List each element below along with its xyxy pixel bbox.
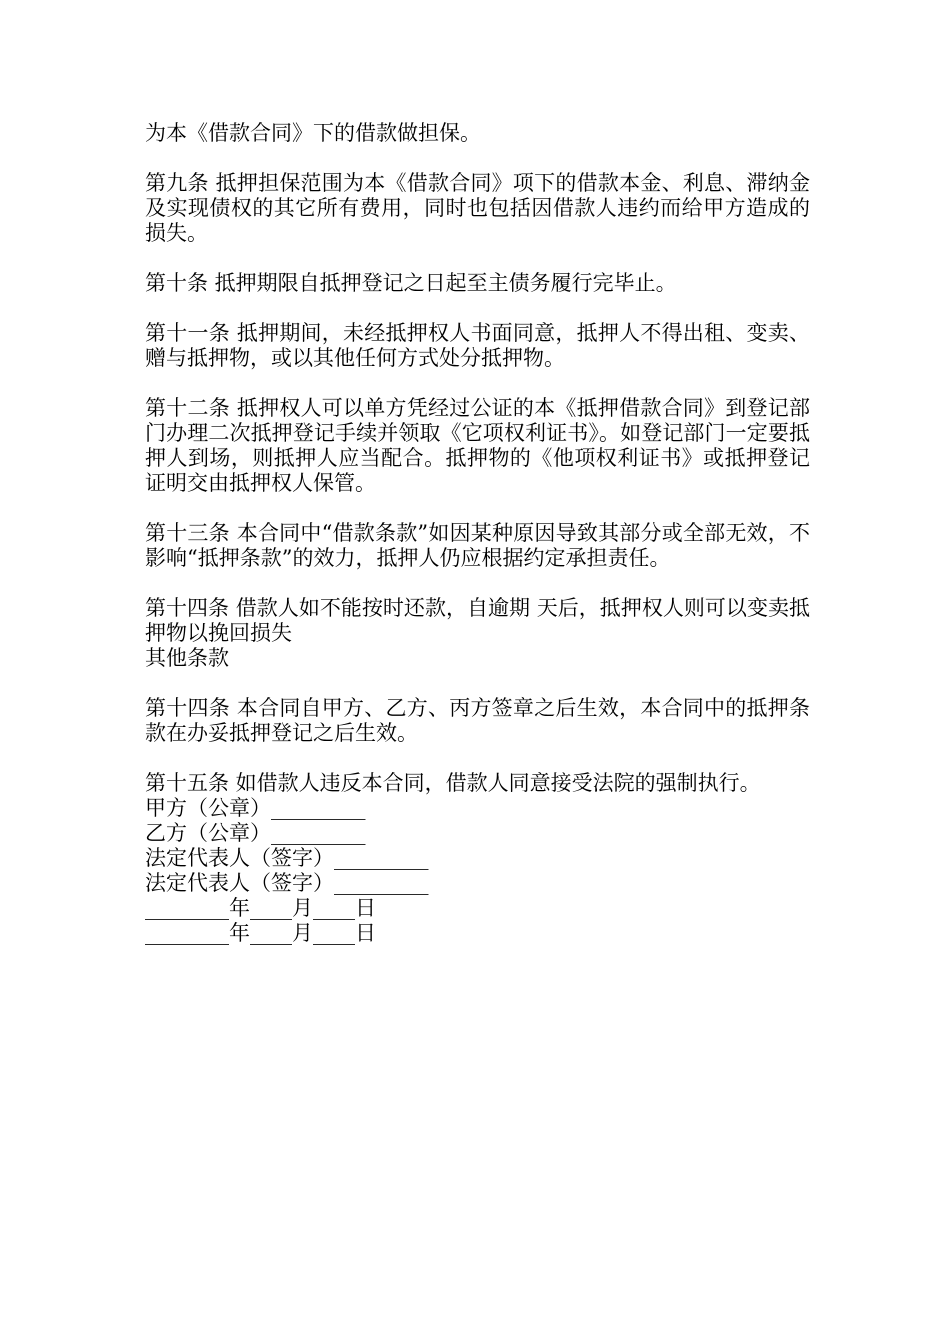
paragraph-article-10: 第十条 抵押期限自抵押登记之日起至主债务履行完毕止。 (145, 271, 677, 295)
signature-party-b: 乙方（公章）_________ (145, 821, 366, 845)
paragraph-article-9: 第九条 抵押担保范围为本《借款合同》项下的借款本金、利息、滞纳金及实现债权的其它所有费用，同时也包括因借款人违约而给甲方造成的损失。 (145, 171, 810, 245)
document-page (145, 121, 810, 946)
paragraph-article-14b: 第十四条 本合同自甲方、乙方、丙方签章之后生效，本合同中的抵押条款在办妥抵押登记之后生效。 (145, 696, 810, 745)
signature-date-1: ________年____月____日 (145, 896, 376, 920)
paragraph-article-14a: 第十四条 借款人如不能按时还款，自逾期 天后，抵押权人则可以变卖抵押物以挽回损失 (145, 596, 810, 645)
signature-legal-rep-1: 法定代表人（签字）_________ (145, 846, 429, 870)
signature-block (145, 796, 810, 946)
signature-party-a: 甲方（公章）_________ (145, 796, 366, 820)
paragraph-article-11: 第十一条 抵押期间，未经抵押权人书面同意，抵押人不得出租、变卖、赠与抵押物，或以其他任何方式处分抵押物。 (145, 321, 810, 370)
paragraph-article-13: 第十三条 本合同中“借款条款”如因某种原因导致其部分或全部无效，不影响“抵押条款”的效力，抵押人仍应根据约定承担责任。 (145, 521, 810, 570)
paragraph-guarantee: 为本《借款合同》下的借款做担保。 (145, 121, 481, 145)
section-heading-other-clauses: 其他条款 (145, 646, 229, 670)
paragraph-article-15: 第十五条 如借款人违反本合同，借款人同意接受法院的强制执行。 (145, 771, 761, 795)
signature-legal-rep-2: 法定代表人（签字）_________ (145, 871, 429, 895)
signature-date-2: ________年____月____日 (145, 921, 376, 945)
paragraph-article-12: 第十二条 抵押权人可以单方凭经过公证的本《抵押借款合同》到登记部门办理二次抵押登记手续并领取《它项权利证书》。如登记部门一定要抵押人到场，则抵押人应当配合。抵押物的《他项权利证书》或抵押登记证明交由抵押权人保管。 (145, 396, 810, 495)
